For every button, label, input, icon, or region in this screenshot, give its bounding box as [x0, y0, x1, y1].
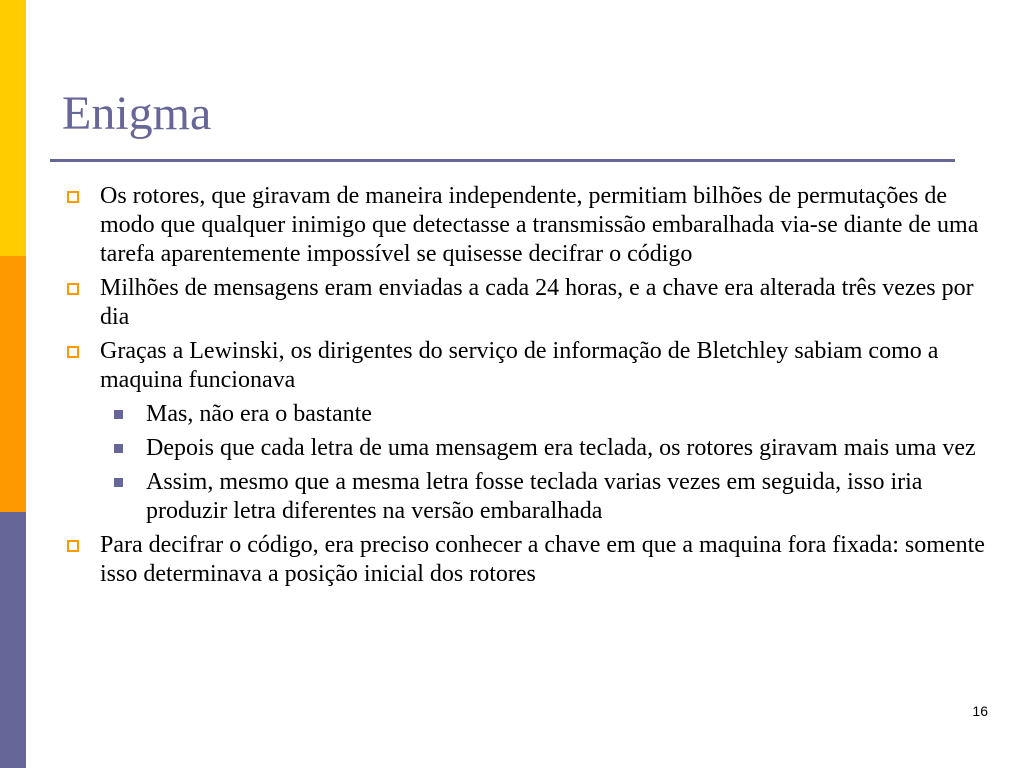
slide-title: Enigma [62, 87, 212, 140]
filled-square-bullet-icon [114, 478, 123, 487]
bullet-text: Milhões de mensagens eram enviadas a cada 24 horas, e a chave era alterada três vezes por dia [100, 275, 974, 330]
sub-bullet-text: Assim, mesmo que a mesma letra fosse teclada varias vezes em seguida, isso iria produzir letra diferentes na versão embaralhada [146, 469, 923, 524]
hollow-square-bullet-icon [67, 346, 79, 358]
sub-bullet-item [108, 468, 992, 526]
sub-bullet-item [108, 400, 992, 429]
sub-bullet-text: Mas, não era o bastante [146, 401, 372, 427]
left-stripe-orange [0, 256, 26, 512]
bullet-item [62, 182, 992, 269]
page-number: 16 [972, 703, 988, 719]
bullet-text: Graças a Lewinski, os dirigentes do serviço de informação de Bletchley sabiam como a maquina funcionava [100, 338, 939, 393]
hollow-square-bullet-icon [67, 191, 79, 203]
bullet-text: Para decifrar o código, era preciso conhecer a chave em que a maquina fora fixada: somente isso determinava a posição inicial dos rotores [100, 532, 985, 587]
sub-bullet-item [108, 434, 992, 463]
hollow-square-bullet-icon [67, 540, 79, 552]
title-divider [50, 159, 955, 162]
bullet-item [62, 274, 992, 332]
hollow-square-bullet-icon [67, 283, 79, 295]
bullet-item [62, 337, 992, 395]
left-stripe-yellow [0, 0, 26, 256]
filled-square-bullet-icon [114, 444, 123, 453]
slide-content [62, 182, 992, 594]
bullet-item [62, 531, 992, 589]
bullet-text: Os rotores, que giravam de maneira independente, permitiam bilhões de permutações de modo que qualquer inimigo que detectasse a transmissão embaralhada via-se diante de uma tarefa aparentemente impossível se quisesse decifrar o código [100, 183, 979, 267]
left-stripe-purple [0, 512, 26, 768]
sub-bullet-text: Depois que cada letra de uma mensagem era teclada, os rotores giravam mais uma vez [146, 435, 976, 461]
filled-square-bullet-icon [114, 410, 123, 419]
